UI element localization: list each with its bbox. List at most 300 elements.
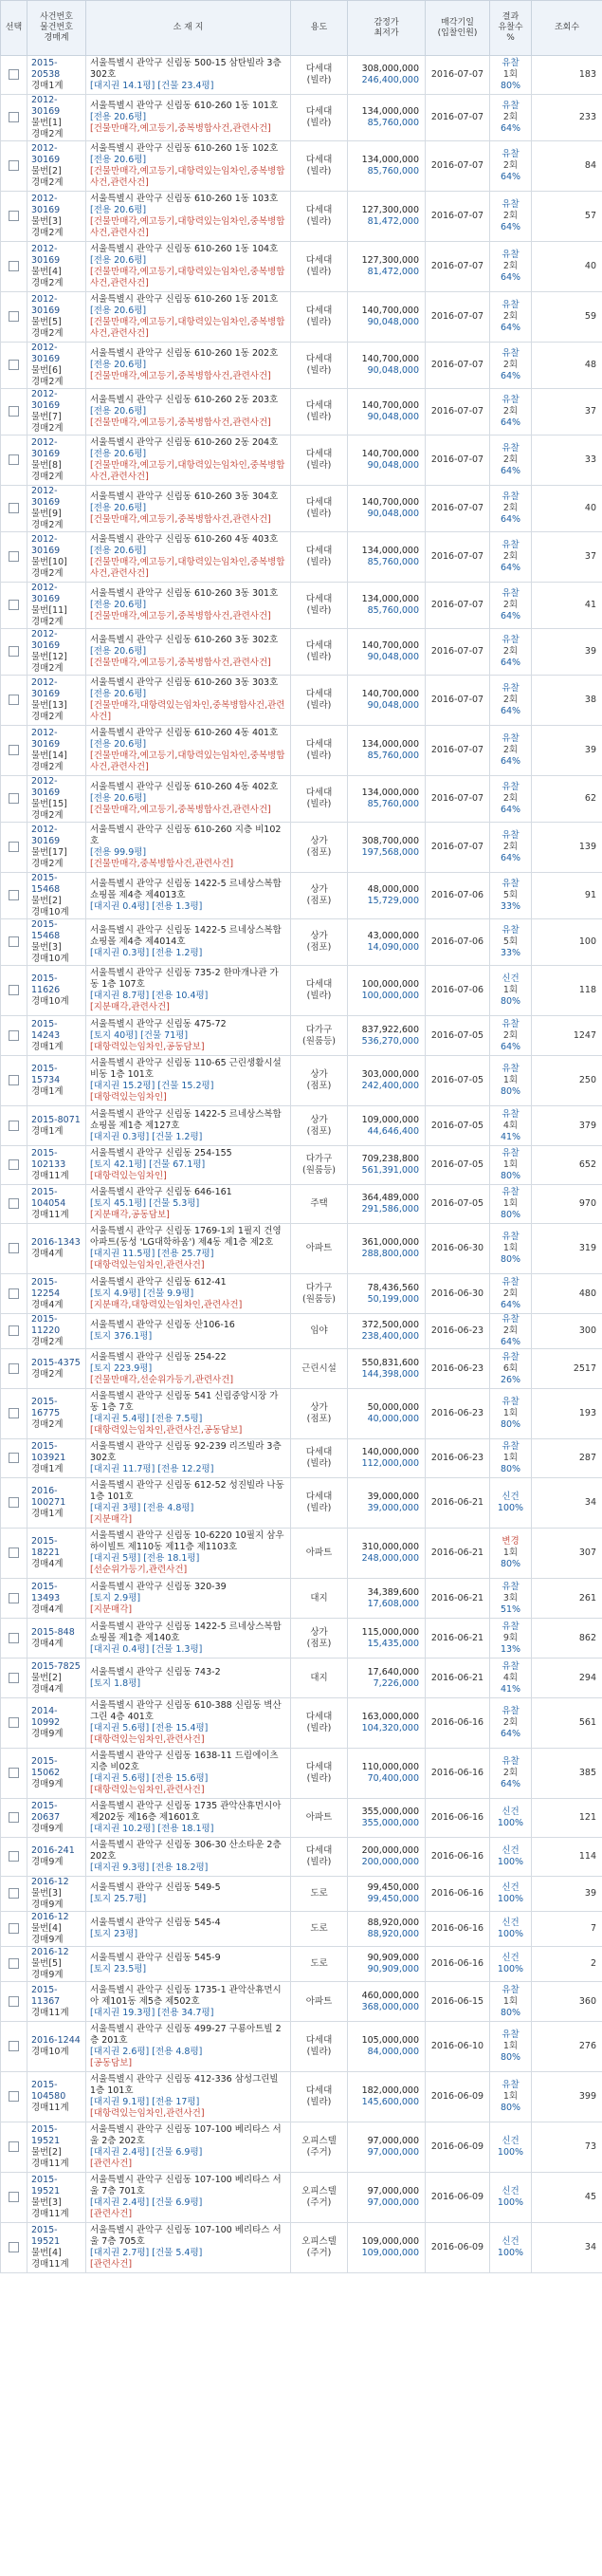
case-number-cell[interactable] xyxy=(27,676,86,726)
select-checkbox[interactable] xyxy=(9,1851,19,1862)
address-link[interactable]: 서울특별시 관악구 신림동 610-260 1동 104호 xyxy=(90,244,279,254)
case-number-cell[interactable] xyxy=(27,776,86,823)
view-count: 59 xyxy=(584,311,596,322)
select-checkbox[interactable] xyxy=(9,1288,19,1299)
case-number-link[interactable]: 2016-1244 xyxy=(31,2035,81,2046)
address-link[interactable]: 서울특별시 관악구 신림동 610-260 3동 303호 xyxy=(90,677,279,688)
select-checkbox[interactable] xyxy=(9,1030,19,1041)
case-number-cell[interactable] xyxy=(27,1838,86,1877)
address-link[interactable]: 서울특별시 관악구 신림동 1422-5 르네상스복합쇼핑몰 제4층 제4013호 xyxy=(90,879,282,900)
case-number-link[interactable]: 2015-104580 xyxy=(31,2080,66,2102)
address-link[interactable]: 서울특별시 관악구 신림동 545-9 xyxy=(90,1953,221,1963)
select-checkbox[interactable] xyxy=(9,600,19,610)
address-link[interactable]: 서울특별시 관악구 신림동 549-5 xyxy=(90,1882,221,1893)
case-number-cell[interactable] xyxy=(27,292,86,343)
select-checkbox[interactable] xyxy=(9,1243,19,1253)
case-number-link[interactable]: 2016-12 xyxy=(31,1947,69,1957)
case-number-link[interactable]: 2012-30169 xyxy=(31,143,61,165)
usage-cell xyxy=(291,1478,348,1529)
table-row[interactable] xyxy=(1,1016,602,1056)
sale-date-cell xyxy=(426,1947,490,1982)
select-checkbox[interactable] xyxy=(9,1593,19,1603)
case-number-cell[interactable] xyxy=(27,141,86,192)
table-row[interactable] xyxy=(1,1106,602,1146)
case-number-cell[interactable] xyxy=(27,1439,86,1478)
table-row[interactable] xyxy=(1,2173,602,2223)
table-row[interactable] xyxy=(1,726,602,776)
failed-round-count: 2회 xyxy=(502,842,519,852)
table-row[interactable] xyxy=(1,823,602,873)
sale-date-cell xyxy=(426,2072,490,2122)
usage-cell xyxy=(291,1529,348,1579)
case-number-link[interactable]: 2012-30169 xyxy=(31,95,61,117)
select-checkbox[interactable] xyxy=(9,1768,19,1778)
case-number-link[interactable]: 2015-19521 xyxy=(31,2124,61,2146)
address-link[interactable]: 서울특별시 관악구 신림동 107-100 베리타스 서울 7층 701호 xyxy=(90,2175,282,2196)
case-number-link[interactable]: 2015-4375 xyxy=(31,1357,81,1368)
case-number-cell[interactable] xyxy=(27,1274,86,1314)
select-checkbox[interactable] xyxy=(9,842,19,852)
table-row[interactable] xyxy=(1,56,602,95)
select-checkbox[interactable] xyxy=(9,261,19,271)
case-number-cell[interactable] xyxy=(27,56,86,95)
case-number-cell[interactable] xyxy=(27,1106,86,1146)
address-link[interactable]: 서울특별시 관악구 신림동 541 신림중앙시장 가동 1층 7호 xyxy=(90,1391,279,1413)
price-cell xyxy=(348,436,426,486)
minimum-price: 291,586,000 xyxy=(361,1204,419,1214)
usage-type: 상가 xyxy=(310,836,328,846)
special-notes: [지분매각] xyxy=(90,1514,133,1525)
case-number-cell[interactable] xyxy=(27,2223,86,2273)
table-row[interactable] xyxy=(1,1912,602,1947)
case-number-cell[interactable] xyxy=(27,343,86,389)
auction-department: 경매1계 xyxy=(31,1086,64,1097)
table-row[interactable] xyxy=(1,292,602,343)
address-cell xyxy=(86,2173,291,2223)
case-number-link[interactable]: 2015-7825 xyxy=(31,1660,81,1672)
table-row[interactable] xyxy=(1,141,602,192)
case-number-link[interactable]: 2015-15734 xyxy=(31,1064,61,1085)
select-checkbox[interactable] xyxy=(9,1717,19,1728)
select-checkbox[interactable] xyxy=(9,890,19,900)
select-checkbox[interactable] xyxy=(9,1121,19,1131)
case-number-link[interactable]: 2012-30169 xyxy=(31,389,61,411)
select-checkbox[interactable] xyxy=(9,1547,19,1558)
select-checkbox[interactable] xyxy=(9,2192,19,2202)
area-detail: [대지권 15.2평] [건물 15.2평] xyxy=(90,1081,214,1091)
case-number-link[interactable]: 2012-30169 xyxy=(31,437,61,459)
case-number-cell[interactable] xyxy=(27,1912,86,1947)
select-checkbox[interactable] xyxy=(9,69,19,80)
case-number-link[interactable]: 2015-848 xyxy=(31,1626,75,1638)
select-checkbox[interactable] xyxy=(9,745,19,755)
appraisal-price: 140,700,000 xyxy=(361,400,419,411)
address-link[interactable]: 서울특별시 관악구 신림동 1422-5 르네상스복합쇼핑몰 제1층 제140호 xyxy=(90,1621,282,1643)
case-number-link[interactable]: 2015-19521 xyxy=(31,2225,61,2247)
table-row[interactable] xyxy=(1,919,602,966)
table-row[interactable] xyxy=(1,1619,602,1659)
case-number-cell[interactable] xyxy=(27,1529,86,1579)
select-checkbox[interactable] xyxy=(9,1075,19,1085)
select-checkbox[interactable] xyxy=(9,2141,19,2152)
table-row[interactable] xyxy=(1,776,602,823)
case-number-link[interactable]: 2015-12254 xyxy=(31,1276,61,1299)
case-number-cell[interactable] xyxy=(27,1947,86,1982)
case-number-link[interactable]: 2012-30169 xyxy=(31,825,61,846)
address-link[interactable]: 서울특별시 관악구 신림동 320-39 xyxy=(90,1581,227,1592)
sale-date-cell xyxy=(426,1982,490,2022)
case-number-cell[interactable] xyxy=(27,436,86,486)
address-cell xyxy=(86,1439,291,1478)
select-checkbox[interactable] xyxy=(9,1198,19,1209)
address-link[interactable]: 서울특별시 관악구 신림동 610-260 1동 201호 xyxy=(90,294,279,305)
table-row[interactable] xyxy=(1,192,602,242)
result-cell xyxy=(490,1529,532,1579)
case-number-link[interactable]: 2016-1343 xyxy=(31,1237,81,1248)
column-header[interactable] xyxy=(1,1,27,56)
usage-cell xyxy=(291,1056,348,1106)
select-checkbox[interactable] xyxy=(9,1325,19,1336)
item-number: 물번[3] xyxy=(31,942,62,953)
case-number-cell[interactable] xyxy=(27,532,86,583)
sale-date: 2016-07-05 xyxy=(430,1120,484,1131)
address-link[interactable]: 서울특별시 관악구 신림동 610-260 4동 402호 xyxy=(90,782,279,792)
case-number-cell[interactable] xyxy=(27,1185,86,1224)
address-link[interactable]: 서울특별시 관악구 신림동 612-52 성진빌라 나동 1층 101호 xyxy=(90,1480,284,1502)
case-number-cell[interactable] xyxy=(27,1314,86,1349)
view-count: 39 xyxy=(584,1888,596,1899)
case-number-cell[interactable] xyxy=(27,1982,86,2022)
case-number-link[interactable]: 2012-30169 xyxy=(31,534,61,556)
select-checkbox[interactable] xyxy=(9,646,19,657)
table-row[interactable] xyxy=(1,1478,602,1529)
address-link[interactable]: 서울특별시 관악구 신림동 254-22 xyxy=(90,1351,227,1362)
case-number-cell[interactable] xyxy=(27,1619,86,1659)
select-checkbox[interactable] xyxy=(9,1923,19,1934)
select-checkbox[interactable] xyxy=(9,1159,19,1170)
case-number-cell[interactable] xyxy=(27,486,86,532)
address-cell xyxy=(86,1579,291,1619)
address-link[interactable]: 서울특별시 관악구 신림동 1769-1외 1필지 건영아파트(동성 'LG대학하움') 제4동 제1층 제2호 xyxy=(90,1226,282,1248)
minimum-price: 99,450,000 xyxy=(367,1894,419,1904)
case-number-cell[interactable] xyxy=(27,919,86,966)
address-link[interactable]: 서울특별시 관악구 신림동 475-72 xyxy=(90,1018,227,1029)
address-link[interactable]: 서울특별시 관악구 신림동 646-161 xyxy=(90,1187,232,1197)
usage-type: 상가 xyxy=(310,1402,328,1413)
case-number-link[interactable]: 2012-30169 xyxy=(31,629,61,651)
case-number-cell[interactable] xyxy=(27,2173,86,2223)
address-link[interactable]: 서울특별시 관악구 신림동 1422-5 르네상스복합쇼핑몰 제1층 제127호 xyxy=(90,1108,282,1131)
price-cell xyxy=(348,1389,426,1439)
auction-department: 경매4계 xyxy=(31,1249,64,1259)
select-checkbox[interactable] xyxy=(9,936,19,947)
table-body xyxy=(1,56,602,2273)
case-number-link[interactable]: 2015-104054 xyxy=(31,1187,66,1209)
address-link[interactable]: 서울특별시 관악구 신림동 254-155 xyxy=(90,1148,232,1158)
select-checkbox[interactable] xyxy=(9,793,19,804)
case-number-cell[interactable] xyxy=(27,1146,86,1185)
case-number-link[interactable]: 2015-103921 xyxy=(31,1441,66,1463)
case-number-link[interactable]: 2012-30169 xyxy=(31,677,61,699)
case-number-cell[interactable] xyxy=(27,1698,86,1749)
table-row[interactable] xyxy=(1,1698,602,1749)
select-checkbox[interactable] xyxy=(9,112,19,122)
appraisal-price: 17,640,000 xyxy=(367,1666,419,1677)
address-link[interactable]: 서울특별시 관악구 신림동 1638-11 드림에이츠 지층 비02호 xyxy=(90,1751,279,1772)
case-number-link[interactable]: 2015-15062 xyxy=(31,1756,61,1778)
table-row[interactable] xyxy=(1,1439,602,1478)
case-number-link[interactable]: 2015-11220 xyxy=(31,1314,61,1336)
case-number-cell[interactable] xyxy=(27,2072,86,2122)
case-number-cell[interactable] xyxy=(27,873,86,919)
table-row[interactable] xyxy=(1,1799,602,1838)
address-cell xyxy=(86,242,291,292)
case-number-link[interactable]: 2014-10992 xyxy=(31,1706,61,1728)
address-link[interactable]: 서울특별시 관악구 신림동 610-260 4동 403호 xyxy=(90,534,279,545)
select-checkbox[interactable] xyxy=(9,2242,19,2252)
case-number-link[interactable]: 2012-30169 xyxy=(31,294,61,316)
table-row[interactable] xyxy=(1,583,602,629)
case-number-link[interactable]: 2015-16775 xyxy=(31,1397,61,1418)
table-row[interactable] xyxy=(1,1314,602,1349)
case-number-cell[interactable] xyxy=(27,389,86,436)
select-checkbox[interactable] xyxy=(9,1812,19,1823)
case-number-cell[interactable] xyxy=(27,2122,86,2173)
table-row[interactable] xyxy=(1,966,602,1016)
table-row[interactable] xyxy=(1,1529,602,1579)
case-number-link[interactable]: 2016-241 xyxy=(31,1845,75,1856)
special-notes: [대항력있는임차인,관련사건] xyxy=(90,1260,205,1270)
case-number-cell[interactable] xyxy=(27,1877,86,1912)
result-cell xyxy=(490,343,532,389)
select-checkbox[interactable] xyxy=(9,211,19,221)
address-link[interactable]: 서울특별시 관악구 신림동 110-65 근린생활시설 비동 1층 101호 xyxy=(90,1058,282,1080)
address-link[interactable]: 서울특별시 관악구 신림동 545-4 xyxy=(90,1918,221,1928)
case-number-cell[interactable] xyxy=(27,1389,86,1439)
select-checkbox[interactable] xyxy=(9,503,19,513)
table-row[interactable] xyxy=(1,2022,602,2072)
result-status: 유찰 xyxy=(502,395,520,405)
special-notes: [건물만매각,예고등기,대항력있는임차인,중복병합사건,관련사건] xyxy=(90,267,285,288)
select-checkbox[interactable] xyxy=(9,160,19,171)
select-checkbox[interactable] xyxy=(9,1408,19,1418)
case-number-cell[interactable] xyxy=(27,629,86,676)
case-number-link[interactable]: 2015-20637 xyxy=(31,1801,61,1823)
case-number-link[interactable]: 2015-18221 xyxy=(31,1536,61,1558)
case-number-cell[interactable] xyxy=(27,726,86,776)
table-row[interactable] xyxy=(1,436,602,486)
select-checkbox[interactable] xyxy=(9,551,19,562)
column-header-label: 경매계 xyxy=(44,33,69,43)
address-link[interactable]: 서울특별시 관악구 신림동 610-260 3동 302호 xyxy=(90,635,279,645)
table-row[interactable] xyxy=(1,1982,602,2022)
case-number-cell[interactable] xyxy=(27,583,86,629)
address-link[interactable]: 서울특별시 관악구 신림동 1422-5 르네상스복합쇼핑몰 제4층 제4014호 xyxy=(90,925,282,947)
address-link[interactable]: 서울특별시 관악구 신림동 412-336 삼성그린빌 1층 101호 xyxy=(90,2074,279,2096)
case-number-link[interactable]: 2015-13493 xyxy=(31,1581,61,1603)
table-row[interactable] xyxy=(1,629,602,676)
case-number-link[interactable]: 2015-102133 xyxy=(31,1148,66,1170)
address-link[interactable]: 서울특별시 관악구 신림동 743-2 xyxy=(90,1666,221,1677)
item-number: 물번[4] xyxy=(31,1923,62,1934)
address-link[interactable]: 서울특별시 관악구 신림동 610-260 1동 101호 xyxy=(90,101,279,111)
table-row[interactable] xyxy=(1,95,602,141)
case-number-cell[interactable] xyxy=(27,1799,86,1838)
case-number-cell[interactable] xyxy=(27,1349,86,1389)
select-checkbox[interactable] xyxy=(9,2041,19,2051)
failed-round-count: 2회 xyxy=(502,503,519,513)
address-link[interactable]: 서울특별시 관악구 신림동 610-260 지층 비102호 xyxy=(90,825,282,846)
case-number-link[interactable]: 2015-8071 xyxy=(31,1114,81,1125)
table-row[interactable] xyxy=(1,532,602,583)
table-row[interactable] xyxy=(1,2223,602,2273)
select-checkbox[interactable] xyxy=(9,311,19,322)
address-link[interactable]: 서울특별시 관악구 신림동 610-260 2동 204호 xyxy=(90,437,279,448)
table-row[interactable] xyxy=(1,1224,602,1274)
case-number-link[interactable]: 2012-30169 xyxy=(31,728,61,750)
case-number-link[interactable]: 2012-30169 xyxy=(31,244,61,266)
case-number-cell[interactable] xyxy=(27,2022,86,2072)
table-row[interactable] xyxy=(1,1659,602,1698)
address-link[interactable]: 서울특별시 관악구 신림동 735-2 한마개나관 가동 1층 107호 xyxy=(90,968,279,990)
case-number-link[interactable]: 2015-20538 xyxy=(31,58,61,80)
table-row[interactable] xyxy=(1,242,602,292)
select-checkbox[interactable] xyxy=(9,1497,19,1508)
table-row[interactable] xyxy=(1,2122,602,2173)
select-checkbox[interactable] xyxy=(9,2091,19,2102)
case-number-cell[interactable] xyxy=(27,1016,86,1056)
address-link[interactable]: 서울특별시 관악구 신림동 610-260 3동 304호 xyxy=(90,491,279,502)
case-number-link[interactable]: 2012-30169 xyxy=(31,583,61,604)
table-row[interactable] xyxy=(1,1947,602,1982)
case-number-cell[interactable] xyxy=(27,1659,86,1698)
address-link[interactable]: 서울특별시 관악구 신림동 107-100 베리타스 서울 2층 202호 xyxy=(90,2124,282,2146)
sale-date-cell xyxy=(426,1185,490,1224)
minimum-price: 112,000,000 xyxy=(361,1458,419,1469)
table-row[interactable] xyxy=(1,1877,602,1912)
select-checkbox[interactable] xyxy=(9,360,19,370)
case-number-cell[interactable] xyxy=(27,95,86,141)
appraisal-price: 364,489,000 xyxy=(361,1193,419,1203)
table-row[interactable] xyxy=(1,1185,602,1224)
case-number-link[interactable]: 2016-100271 xyxy=(31,1486,66,1508)
address-link[interactable]: 서울특별시 관악구 신림동 610-260 3동 301호 xyxy=(90,588,279,599)
address-link[interactable]: 서울특별시 관악구 신림동 1735-1 관악산휴먼시아 제101동 제5층 제502호 xyxy=(90,1984,282,2007)
case-number-cell[interactable] xyxy=(27,242,86,292)
address-link[interactable]: 서울특별시 관악구 신림동 10-6220 10필지 삼우하이빌트 제110동 제11층 제1103호 xyxy=(90,1530,284,1552)
table-row[interactable] xyxy=(1,389,602,436)
table-row[interactable] xyxy=(1,1579,602,1619)
case-number-cell[interactable] xyxy=(27,1478,86,1529)
case-number-link[interactable]: 2015-15468 xyxy=(31,919,61,941)
address-link[interactable]: 서울특별시 관악구 신림동 610-260 1동 102호 xyxy=(90,143,279,154)
table-row[interactable] xyxy=(1,1274,602,1314)
address-link[interactable]: 서울특별시 관악구 신림동 92-239 리즈빌라 3층 302호 xyxy=(90,1441,282,1463)
case-number-link[interactable]: 2012-30169 xyxy=(31,343,61,364)
table-row[interactable] xyxy=(1,676,602,726)
address-link[interactable]: 서울특별시 관악구 신림동 610-260 4동 401호 xyxy=(90,728,279,738)
case-number-cell[interactable] xyxy=(27,1224,86,1274)
minimum-price: 14,090,000 xyxy=(367,942,419,953)
select-cell xyxy=(1,1982,27,2022)
select-checkbox[interactable] xyxy=(9,1673,19,1683)
select-checkbox[interactable] xyxy=(9,1888,19,1899)
case-number-link[interactable]: 2012-30169 xyxy=(31,776,61,798)
case-number-link[interactable]: 2015-11367 xyxy=(31,1984,61,2007)
case-number-link[interactable]: 2012-30169 xyxy=(31,486,61,508)
table-row[interactable] xyxy=(1,1056,602,1106)
item-number: 물번[5] xyxy=(31,1958,62,1969)
case-number-link[interactable]: 2012-30169 xyxy=(31,194,61,215)
table-row[interactable] xyxy=(1,1389,602,1439)
select-checkbox[interactable] xyxy=(9,985,19,995)
case-number-link[interactable]: 2016-12 xyxy=(31,1912,69,1922)
select-checkbox[interactable] xyxy=(9,406,19,417)
failed-round-count: 2회 xyxy=(502,160,519,171)
case-number-link[interactable]: 2016-12 xyxy=(31,1877,69,1887)
table-row[interactable] xyxy=(1,1749,602,1799)
table-row[interactable] xyxy=(1,1146,602,1185)
table-row[interactable] xyxy=(1,2072,602,2122)
address-link[interactable]: 서울특별시 관악구 신림동 612-41 xyxy=(90,1276,227,1288)
minimum-percent: 80% xyxy=(500,1210,521,1220)
result-cell xyxy=(490,95,532,141)
select-checkbox[interactable] xyxy=(9,1633,19,1643)
case-number-link[interactable]: 2015-15468 xyxy=(31,873,61,895)
select-checkbox[interactable] xyxy=(9,695,19,705)
table-row[interactable] xyxy=(1,873,602,919)
select-checkbox[interactable] xyxy=(9,1363,19,1374)
sale-date-cell xyxy=(426,583,490,629)
address-link[interactable]: 서울특별시 관악구 신림동 610-260 1동 202호 xyxy=(90,348,279,359)
views-cell xyxy=(532,436,602,486)
usage-cell xyxy=(291,629,348,676)
select-checkbox[interactable] xyxy=(9,1996,19,2007)
address-link[interactable]: 서울특별시 관악구 신림동 499-27 구룡아트빌 2층 201호 xyxy=(90,2024,282,2046)
result-cell xyxy=(490,776,532,823)
table-row[interactable] xyxy=(1,1838,602,1877)
case-number-cell[interactable] xyxy=(27,192,86,242)
case-number-cell[interactable] xyxy=(27,1579,86,1619)
case-number-link[interactable]: 2015-19521 xyxy=(31,2175,61,2196)
address-link[interactable]: 서울특별시 관악구 신림동 107-100 베리타스 서울 7층 705호 xyxy=(90,2225,282,2247)
table-row[interactable] xyxy=(1,343,602,389)
price-cell xyxy=(348,2072,426,2122)
select-checkbox[interactable] xyxy=(9,454,19,465)
address-link[interactable]: 서울특별시 관악구 신림동 1735 관악산휴먼시아 제202동 제16층 제1601호 xyxy=(90,1801,282,1823)
select-checkbox[interactable] xyxy=(9,1453,19,1463)
table-row[interactable] xyxy=(1,1349,602,1389)
table-row[interactable] xyxy=(1,486,602,532)
item-number: 물번[8] xyxy=(31,460,62,471)
case-number-cell[interactable] xyxy=(27,966,86,1016)
case-number-cell[interactable] xyxy=(27,1749,86,1799)
select-checkbox[interactable] xyxy=(9,1958,19,1969)
address-link[interactable]: 서울특별시 관악구 신림동 610-388 신림동 벽산그린 4층 401호 xyxy=(90,1700,282,1722)
address-link[interactable]: 서울특별시 관악구 신림동 산106-16 xyxy=(90,1320,235,1330)
address-link[interactable]: 서울특별시 관악구 신림동 610-260 1동 103호 xyxy=(90,194,279,204)
case-number-link[interactable]: 2015-14243 xyxy=(31,1018,61,1041)
address-link[interactable]: 서울특별시 관악구 신림동 500-15 삼탄빌라 3층 302호 xyxy=(90,58,282,80)
failed-round-count: 1회 xyxy=(502,1159,519,1170)
case-number-cell[interactable] xyxy=(27,1056,86,1106)
address-link[interactable]: 서울특별시 관악구 신림동 306-30 산소타운 2층 202호 xyxy=(90,1840,282,1862)
address-link[interactable]: 서울특별시 관악구 신림동 610-260 2동 203호 xyxy=(90,395,279,405)
case-number-cell[interactable] xyxy=(27,823,86,873)
case-number-link[interactable]: 2015-11626 xyxy=(31,973,61,995)
usage-type: 대지 xyxy=(310,1592,328,1603)
usage-type: (빌라) xyxy=(306,605,332,616)
